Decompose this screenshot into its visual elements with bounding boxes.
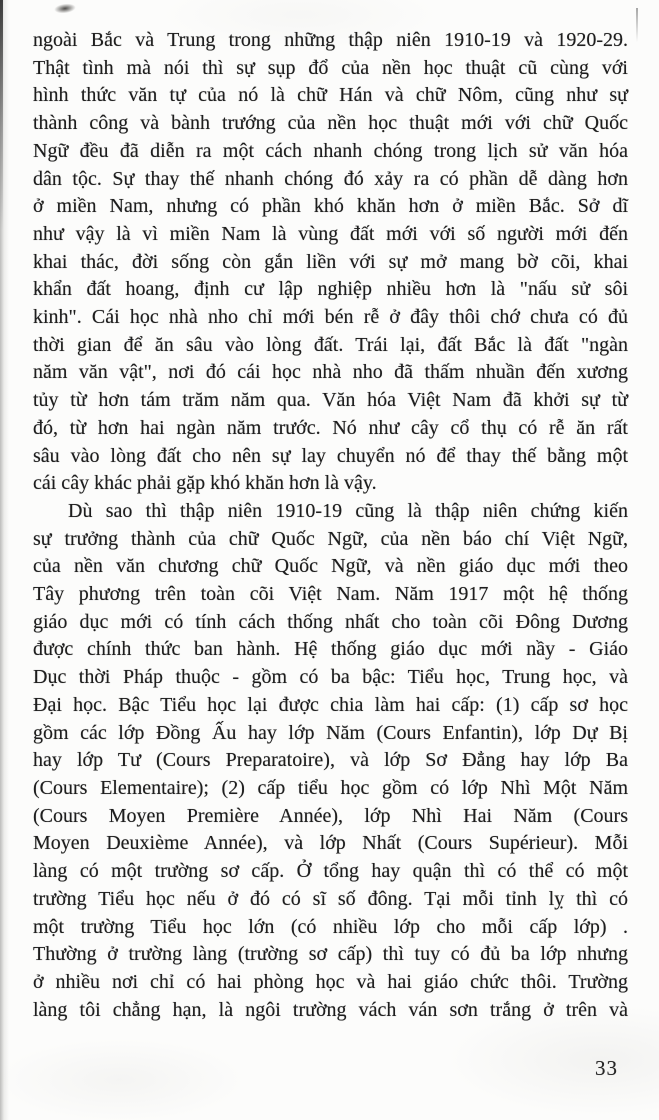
text-line: của nền văn chương chữ Quốc Ngữ, và nền giáo dục mới theo — [33, 555, 628, 578]
text-line: tủy từ hơn tám trăm năm qua. Văn hóa Việt Nam đã khởi sự từ — [33, 389, 628, 412]
text-line: sâu vào lòng đất cho nên sự lay chuyển nó để thay thế bằng một — [33, 444, 628, 467]
text-line: (Cours Elementaire); (2) cấp tiểu học gồm có lớp Nhì Một Năm — [33, 776, 628, 799]
text-line: dân tộc. Sự thay thế nhanh chóng đó xảy ra có phần dễ dàng hơn — [33, 167, 628, 190]
text-line: ngoài Bắc và Trung trong những thập niên 1910-19 và 1920-29. — [33, 29, 628, 51]
text-line: gồm các lớp Đồng Ấu hay lớp Năm (Cours Enfantin), lớp Dự Bị — [33, 721, 628, 744]
text-line: năm văn vật", nơi đó cái học nhà nho đã thấm nhuần đến xương — [33, 361, 628, 384]
text-line: khẩn đất hoang, định cư lập nghiệp nhiều hơn là "nấu sử sôi — [33, 278, 628, 301]
text-line: Thật tình mà nói thì sự sụp đổ của nền học thuật cũ cùng với — [33, 56, 628, 79]
text-line: thành công và bành trướng của nền học thuật mới với chữ Quốc — [33, 112, 628, 135]
ink-smudge-mark — [49, 0, 80, 17]
text-line: Dục thời Pháp thuộc - gồm có ba bậc: Tiểu học, Trung học, và — [33, 666, 628, 689]
text-line: hay lớp Tư (Cours Preparatoire), và lớp Sơ Đẳng hay lớp Ba — [33, 749, 628, 772]
page-text — [33, 27, 628, 1024]
scan-streak-right — [636, 8, 638, 42]
text-line: cái cây khác phải gặp khó khăn hơn là vậy. — [33, 472, 377, 495]
scan-edge-left-dark-line — [0, 0, 3, 230]
text-line: một trường Tiểu học lớn (có nhiều lớp cho mỗi cấp lớp) . — [33, 915, 628, 938]
text-line: được chính thức ban hành. Hệ thống giáo dục mới nầy - Giáo — [33, 638, 628, 661]
text-line: Đại học. Bậc Tiểu học lại được chia làm hai cấp: (1) cấp sơ học — [33, 693, 628, 716]
text-line: ở nhiều nơi chỉ có hai phòng học và hai giáo chức thôi. Trường — [33, 970, 628, 993]
text-line: sự trưởng thành của chữ Quốc Ngữ, của nền báo chí Việt Ngữ, — [33, 527, 628, 550]
text-line: Ngữ đều đã diễn ra một cách nhanh chóng trong lịch sử văn hóa — [33, 139, 628, 162]
text-line: Moyen Deuxième Année), và lớp Nhất (Cours Supérieur). Mỗi — [33, 832, 628, 855]
text-line: kinh". Cái học nhà nho chỉ mới bén rễ ở đây thôi chớ chưa có đủ — [33, 306, 628, 329]
text-line: giáo dục mới có tính cách thống nhất cho toàn cõi Đông Dương — [33, 610, 628, 633]
text-line: làng có một trường sơ cấp. Ở tổng hay quận thì có thể có một — [33, 860, 628, 883]
text-line: thời gian để ăn sâu vào lòng đất. Trái lại, đất Bắc là đất "ngàn — [33, 333, 628, 356]
text-line: trường Tiểu học nếu ở đó có sĩ số đông. Tại mỗi tỉnh lỵ thì có — [33, 887, 628, 910]
text-line: khai thác, đời sống còn gắn liền với sự mở mang bờ cõi, khai — [33, 250, 628, 273]
text-line: Thường ở trường làng (trường sơ cấp) thì tuy có đủ ba lớp nhưng — [33, 943, 628, 966]
text-line: hình thức văn tự của nó là chữ Hán và chữ Nôm, cũng như sự — [33, 84, 628, 107]
text-line: (Cours Moyen Première Année), lớp Nhì Hai Năm (Cours — [33, 804, 628, 827]
page-number: 33 — [595, 1056, 618, 1080]
text-line: như vậy là vì miền Nam là vùng đất mới với số người mới đến — [33, 222, 628, 245]
text-line: ở miền Nam, nhưng có phần khó khăn hơn ở miền Bắc. Sở dĩ — [33, 195, 628, 218]
scan-edge-left-band — [0, 0, 9, 1120]
text-line: Dù sao thì thập niên 1910-19 cũng là thập niên chứng kiến — [68, 499, 628, 522]
text-line: đó, từ hơn hai ngàn năm trước. Nó như cây cổ thụ có rễ ăn rất — [33, 416, 628, 439]
text-line: làng tôi chẳng hạn, là ngôi trường vách ván sơn trắng ở trên và — [33, 998, 628, 1021]
text-line: Tây phương trên toàn cõi Việt Nam. Năm 1917 một hệ thống — [33, 583, 628, 606]
